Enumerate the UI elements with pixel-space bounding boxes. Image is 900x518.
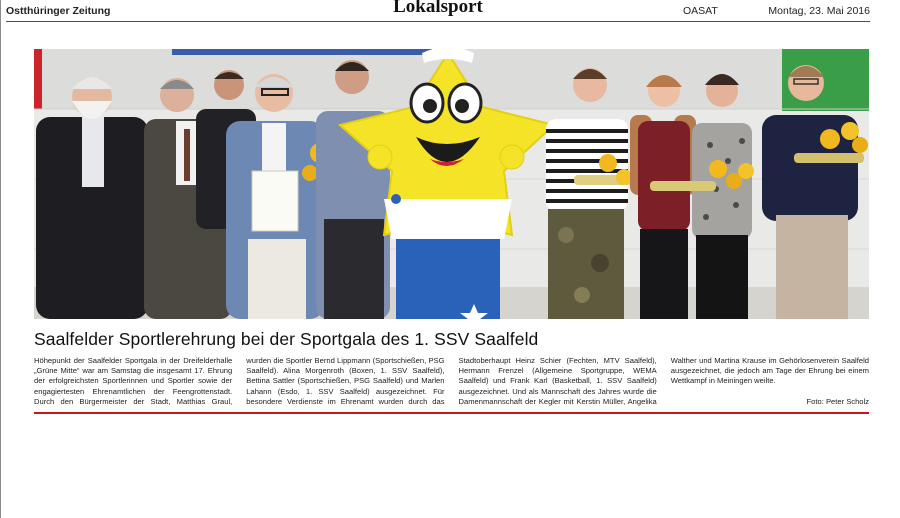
article-headline: Saalfelder Sportlerehrung bei der Sportgala des 1. SSV Saalfeld	[34, 329, 539, 349]
issue-date: Montag, 23. Mai 2016	[768, 5, 870, 17]
article-bottom-rule	[34, 412, 869, 414]
article-body: Höhepunkt der Saalfelder Sportgala in der Dreifelderhalle „Grüne Mitte“ war am Samstag die insgesamt 17. Ehrung der erfolgreichsten Sportlerinnen und Sportler sowie der engagiertesten Ehrenamtlichen der Feengrottenstadt. Durch den Bürgermeister der Stadt, Matthias Graul, wurden die Sportler Bernd Lippmann (Sportschießen, PSG Saalfeld). Alina Morgenroth (Boxen, 1. SSV Saalfeld), Bettina Sattler (Sportschießen, PSG Saalfeld) und Marlen Lahann (Esdo, 1. SSV Saalfeld) ausgezeichnet. Für besondere Verdienste im Ehrenamt wurden durch das Stadtoberhaupt Heinz Schier (Fechten, MTV Saalfeld), Hermann Frenzel (Allgemeine Sportgruppe, WEMA Saalfeld) und Frank Karl (Basketball, 1. SSV Saalfeld) ausgezeichnet. Und als Mannschaft des Jahres wurde die Damenmannschaft der Kegler mit Kerstin Müller, Angelika Walther und Martina Krause im Gehörlosenverein Saalfeld ausgezeichnet, die jedoch am Tage der Ehrung bei einem Wettkampf in Meiningen weilte.	[34, 356, 869, 406]
article-photo	[34, 49, 869, 319]
section-title: Lokalsport	[393, 0, 483, 17]
photo-credit: Foto: Peter Scholz	[806, 397, 869, 406]
award-group-photo	[34, 49, 869, 319]
newspaper-name: Ostthüringer Zeitung	[6, 5, 111, 17]
page-edge-rule	[0, 0, 1, 518]
masthead-rule	[6, 21, 870, 22]
edition-code: OASAT	[683, 5, 718, 17]
masthead	[6, 0, 870, 22]
